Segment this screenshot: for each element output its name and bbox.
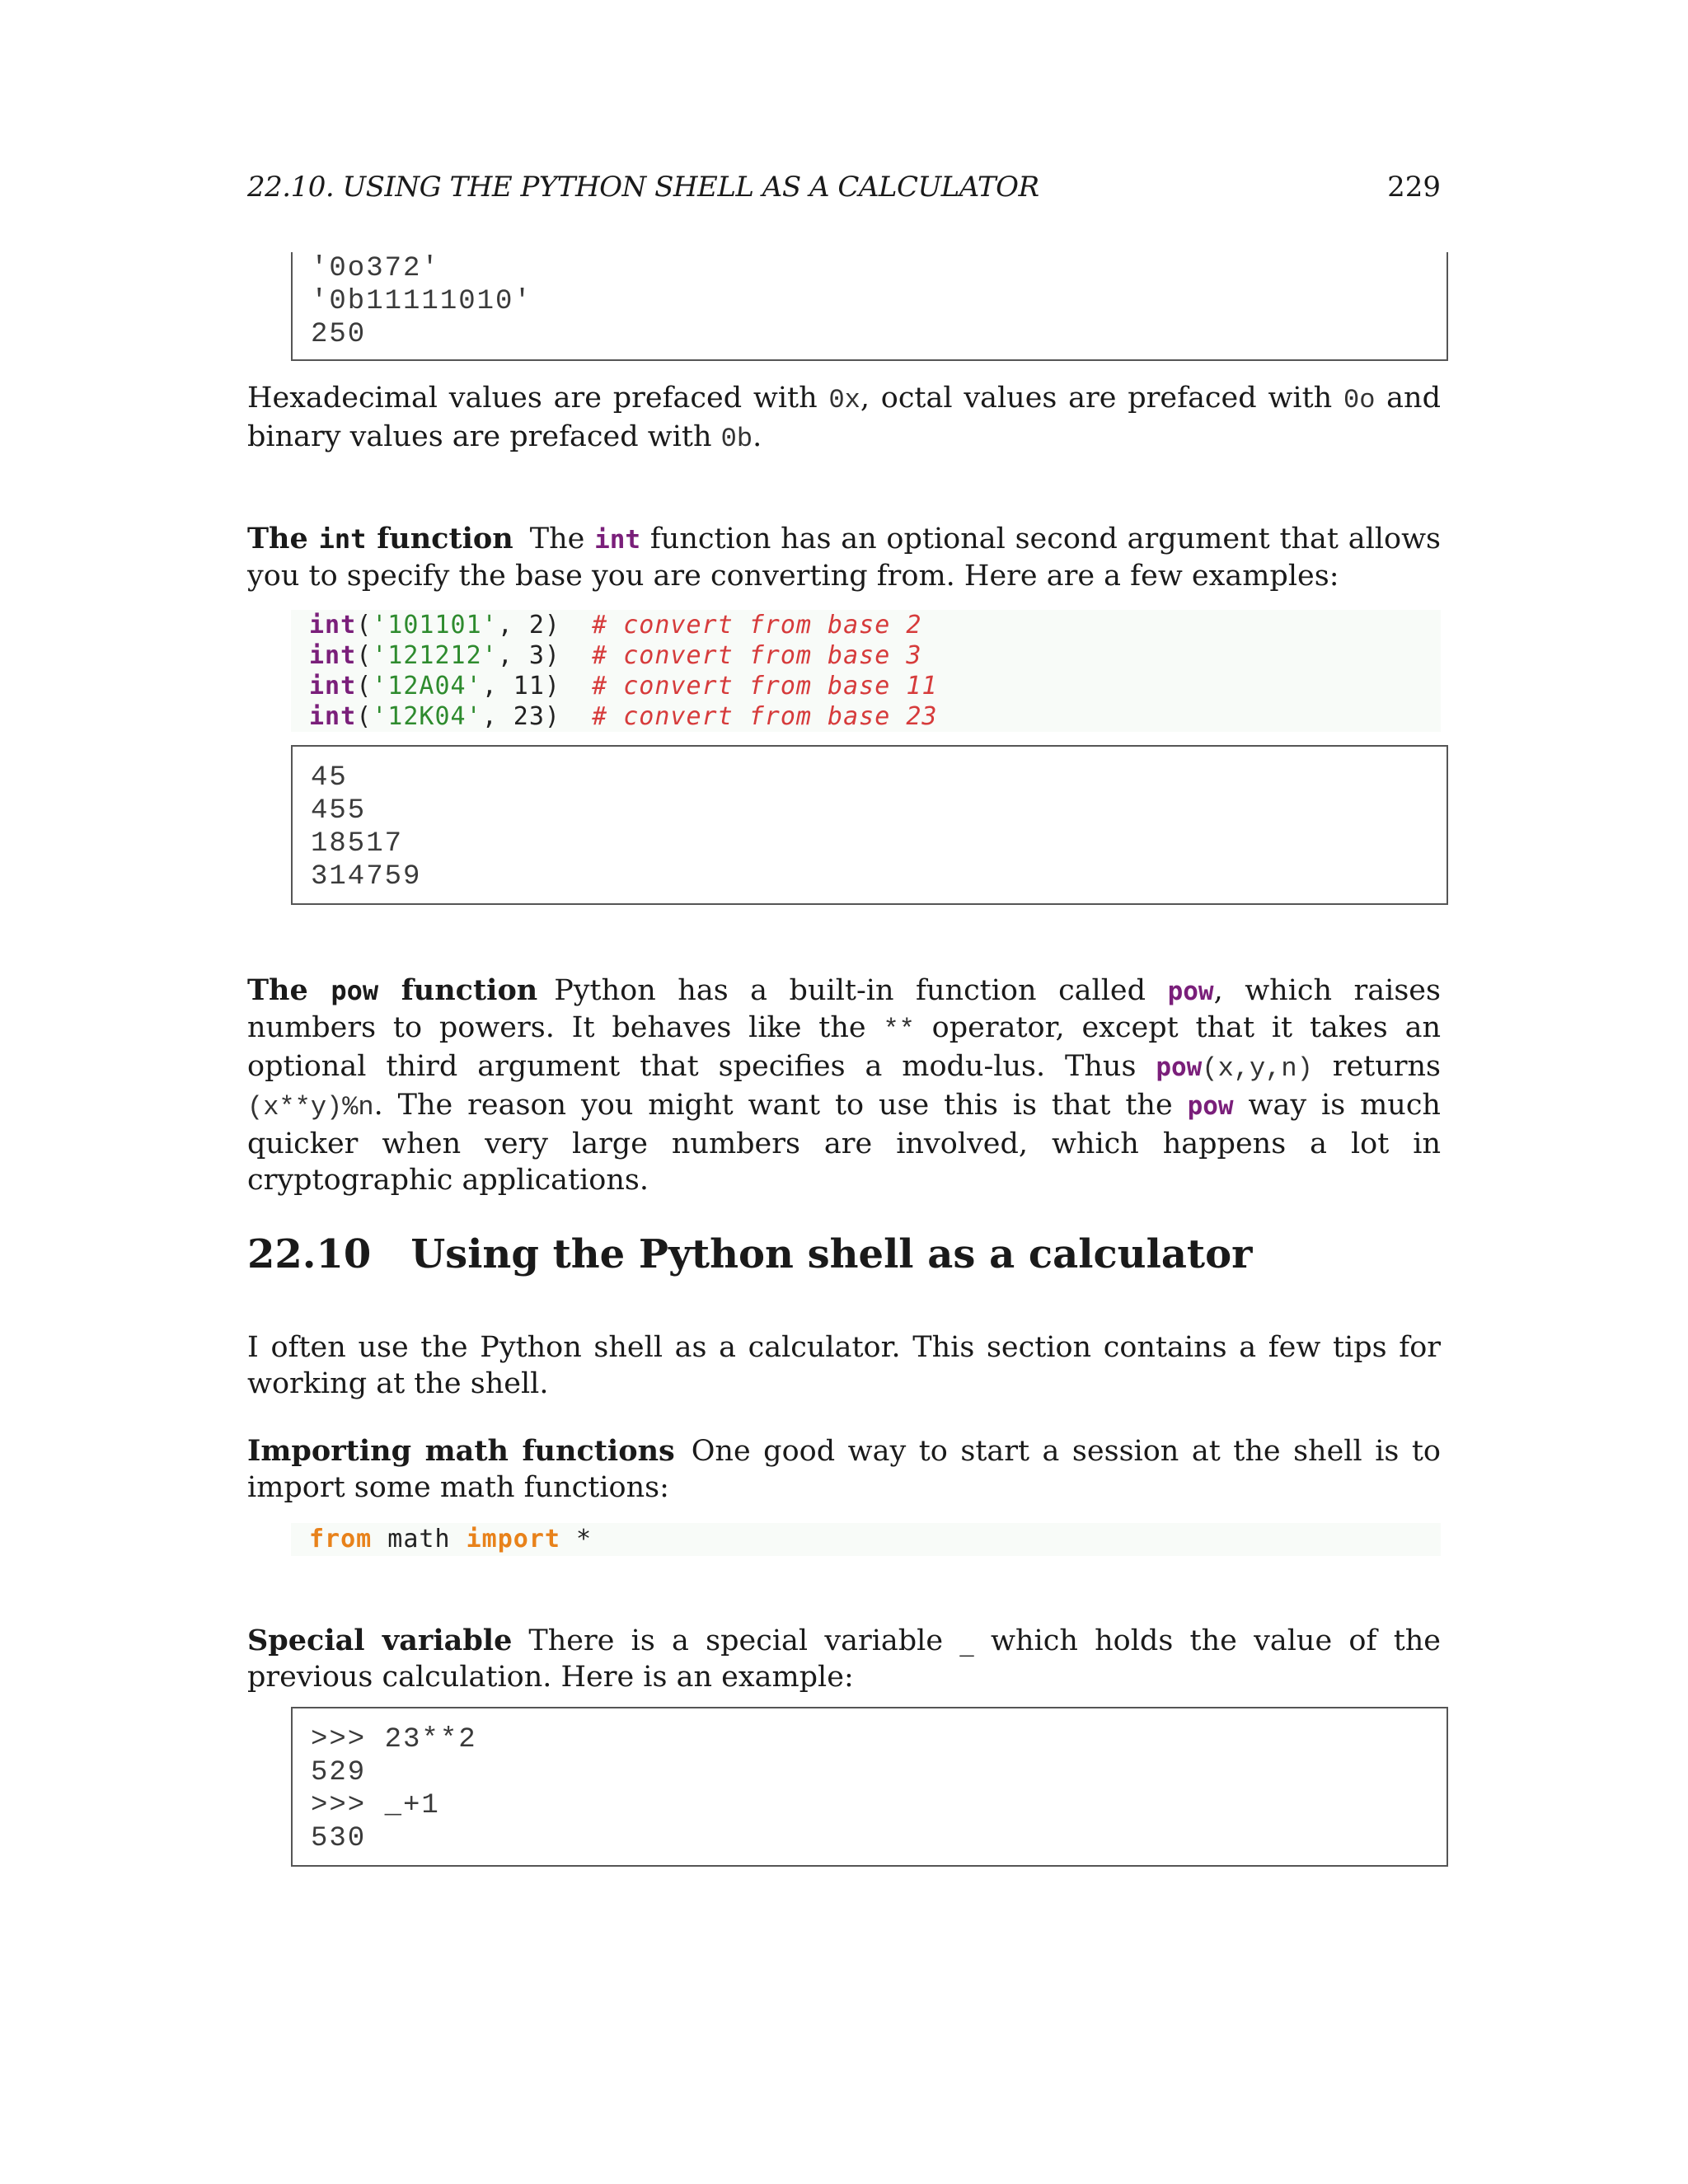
prefix-paragraph: Hexadecimal values are prefaced with 0x, octal values are prefaced with 0o and binary values are prefaced with 0b. — [247, 382, 1441, 454]
code-line: from math import * — [309, 1525, 593, 1554]
output-line: 530 — [311, 1823, 367, 1854]
runin-heading: Importing math functions — [247, 1434, 675, 1468]
output-line: 250 — [311, 319, 367, 350]
inline-code: ** — [883, 1015, 915, 1045]
import-paragraph: Importing math functions One good way to start a session at the shell is to import some math functions: — [247, 1434, 1441, 1504]
code-block-int — [291, 610, 1441, 732]
output-line: 45 — [311, 762, 348, 794]
running-header: 22.10. USING THE PYTHON SHELL AS A CALCULATOR — [247, 171, 1039, 204]
section-title: Using the Python shell as a calculator — [410, 1231, 1253, 1277]
output-line: >>> 23**2 — [311, 1724, 477, 1755]
runin-heading: Special variable — [247, 1624, 513, 1657]
int-function-paragraph: The int function The int function has an optional second argument that allows you to specify the base you are converting from. Here are a few examples: — [247, 522, 1441, 593]
output-box-shell — [291, 1707, 1448, 1867]
special-variable-paragraph: Special variable There is a special variable _ which holds the value of the previous calculation. Here is an example: — [247, 1624, 1442, 1694]
output-line: '0b11111010' — [311, 286, 532, 317]
output-line: >>> _+1 — [311, 1790, 440, 1821]
code-line: int('121212', 3) # convert from base 3 — [309, 641, 922, 670]
output-box-continued — [291, 252, 1448, 361]
inline-code: 0b — [720, 424, 753, 454]
output-line: 529 — [311, 1757, 367, 1788]
output-line: '0o372' — [311, 253, 440, 284]
code-line: int('12A04', 11) # convert from base 11 — [309, 672, 938, 701]
code-line: int('101101', 2) # convert from base 2 — [309, 611, 922, 640]
output-box-int — [291, 745, 1448, 905]
runin-heading: The pow function — [247, 973, 538, 1007]
section-number: 22.10 — [247, 1231, 372, 1277]
inline-code: (x,y,n) — [1202, 1053, 1313, 1084]
inline-code: 0x — [828, 385, 860, 415]
page-number: 229 — [1387, 171, 1441, 204]
code-block-import — [291, 1523, 1441, 1556]
output-line: 18517 — [311, 828, 404, 860]
inline-keyword: pow — [1187, 1091, 1234, 1121]
output-line: 314759 — [311, 861, 422, 893]
inline-keyword: int — [594, 525, 641, 555]
inline-code: 0o — [1343, 385, 1376, 415]
inline-keyword: pow — [1167, 977, 1214, 1006]
intro-paragraph: I often use the Python shell as a calculator. This section contains a few tips for working at the shell. — [247, 1331, 1441, 1400]
section-heading — [247, 1231, 1252, 1277]
output-line: 455 — [311, 795, 367, 827]
pow-function-paragraph: The pow function Python has a built-in function called pow, which raises numbers to powers. It behaves like the ** operator, except that it takes an optional third argument that specifies a modu-lus. Thus pow(x,y,n) returns (x**y)%n. The reason you might want to use this is that the pow way is much quicker when very large numbers are involved, which happens a lot in cryptographic applications. — [247, 973, 1441, 1197]
inline-keyword: pow — [1156, 1052, 1203, 1082]
runin-heading: The int function — [247, 522, 513, 555]
inline-code: (x**y)%n — [247, 1092, 374, 1122]
code-line: int('12K04', 23) # convert from base 23 — [309, 702, 938, 731]
